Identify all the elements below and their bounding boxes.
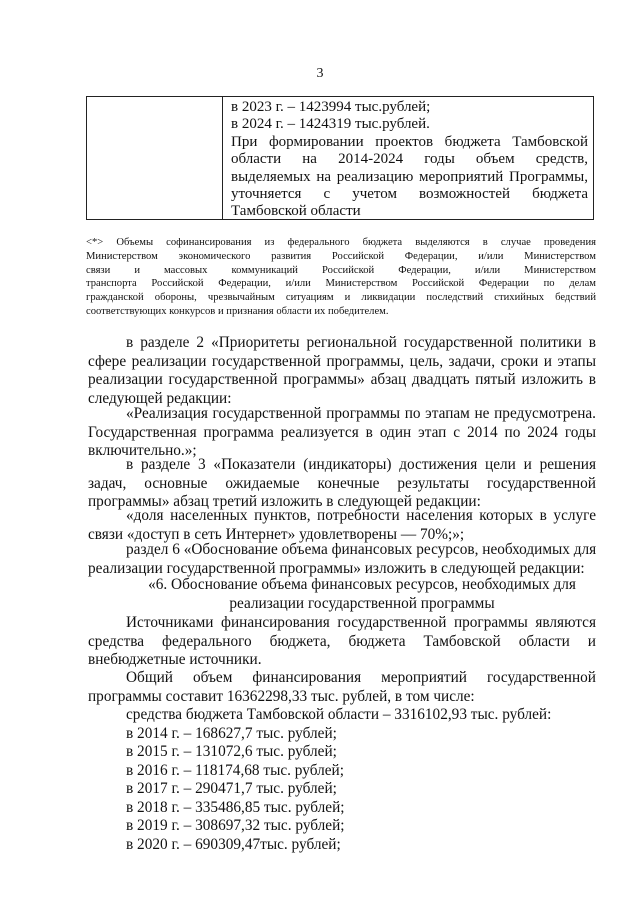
footnote-line: Министерством экономического развития Российской Федерации, и/или Министерством: [86, 250, 596, 262]
list-item: в 2014 г. – 168627,7 тыс. рублей;: [126, 724, 337, 742]
text-line: реализации государственной программы» изложить в следующей редакции:: [88, 559, 585, 577]
table-line: уточняется с учетом возможностей бюджета: [231, 186, 588, 203]
list-item: средства бюджета Тамбовской области – 3316102,93 тыс. рублей:: [126, 706, 552, 723]
text-line: программы» абзац третий изложить в следующей редакции:: [88, 493, 481, 510]
table-column-divider: [222, 97, 223, 219]
list-item: в 2019 г. – 308697,32 тыс. рублей;: [126, 817, 345, 834]
paragraph-stages-quote: [88, 405, 596, 461]
heading-line: «6. Обоснование объема финансовых ресурсов, необходимых для: [148, 576, 576, 593]
list-item: в 2016 г. – 118174,68 тыс. рублей;: [126, 761, 344, 779]
table-line: в 2023 г. – 1423994 тыс.рублей;: [231, 99, 431, 115]
list-item: в 2018 г. – 335486,85 тыс. рублей;: [126, 798, 345, 816]
text-line: раздел 6 «Обоснование объема финансовых ресурсов, необходимых для: [126, 541, 597, 558]
text-line: «доля населенных пунктов, потребности населения которых в услуге: [126, 507, 596, 524]
paragraph-section-3: [88, 456, 596, 512]
text-line: связи «доступ в сеть Интернет» удовлетворены — 70%;»;: [88, 525, 465, 543]
text-line: внебюджетные источники.: [88, 651, 262, 668]
paragraph-total-funding: [88, 669, 596, 706]
section-6-heading: [88, 576, 596, 613]
text-line: задач, основные ожидаемые конечные результаты государственной: [88, 474, 596, 492]
footnote-line: <*> Объемы софинансирования из федерального бюджета выделяются в случае проведения: [86, 237, 596, 248]
page-number: 3: [316, 66, 324, 81]
table-cell-text: [231, 99, 588, 221]
text-line: средства федерального бюджета, бюджета Тамбовской области и: [88, 632, 596, 650]
table-line: области на 2014-2024 годы объем средств,: [231, 151, 588, 168]
text-line: программы составит 16362298,33 тыс. рублей, в том числе:: [88, 687, 475, 705]
table-line: При формировании проектов бюджета Тамбовской: [231, 133, 588, 150]
text-line: в разделе 2 «Приоритеты региональной государственной политики в: [126, 334, 596, 351]
heading-line: реализации государственной программы: [229, 594, 495, 612]
text-line: включительно.»;: [88, 442, 197, 459]
table-line: в 2024 г. – 1424319 тыс.рублей.: [231, 116, 430, 133]
text-line: Государственная программа реализуется в один этап с 2014 по 2024 годы: [88, 423, 596, 441]
text-line: в разделе 3 «Показатели (индикаторы) достижения цели и решения: [126, 456, 596, 473]
paragraph-funding-sources: [88, 614, 596, 670]
list-item: в 2017 г. – 290471,7 тыс. рублей;: [126, 780, 337, 797]
text-line: Общий объем финансирования мероприятий государственной: [126, 669, 596, 686]
list-item: в 2015 г. – 131072,6 тыс. рублей;: [126, 743, 337, 760]
text-line: следующей редакции:: [88, 389, 232, 407]
list-item: в 2020 г. – 690309,47тыс. рублей;: [126, 835, 341, 853]
text-line: сфере реализации государственной программы, цель, задачи, сроки и этапы: [88, 352, 596, 370]
paragraph-section-2: [88, 334, 596, 408]
text-line: «Реализация государственной программы по этапам не предусмотрена.: [126, 405, 596, 422]
funding-by-year-list: [88, 706, 596, 854]
footnote: [86, 236, 596, 319]
footnote-line: связи и массовых коммуникаций Российской Федерации, и/или Министерством: [86, 264, 596, 276]
table-line: Тамбовской области: [231, 203, 361, 220]
paragraph-indicator-quote: [88, 507, 596, 544]
footnote-line: гражданской обороны, чрезвычайным ситуациям и ликвидации последствий стихийных бедствий: [86, 292, 596, 304]
paragraph-section-6: [88, 541, 596, 578]
program-table-fragment: [86, 96, 594, 220]
text-line: реализации государственной программы» абзац двадцать пятый изложить в: [88, 371, 596, 388]
footnote-line: соответствующих конкурсов и признания области их победителем.: [86, 305, 389, 317]
text-line: Источниками финансирования государственной программы являются: [126, 614, 596, 631]
footnote-line: транспорта Российской Федерации, и/или Министерством Российской Федерации по делам: [86, 278, 596, 290]
table-line: выделяемых на реализацию мероприятий Программы,: [231, 168, 588, 185]
